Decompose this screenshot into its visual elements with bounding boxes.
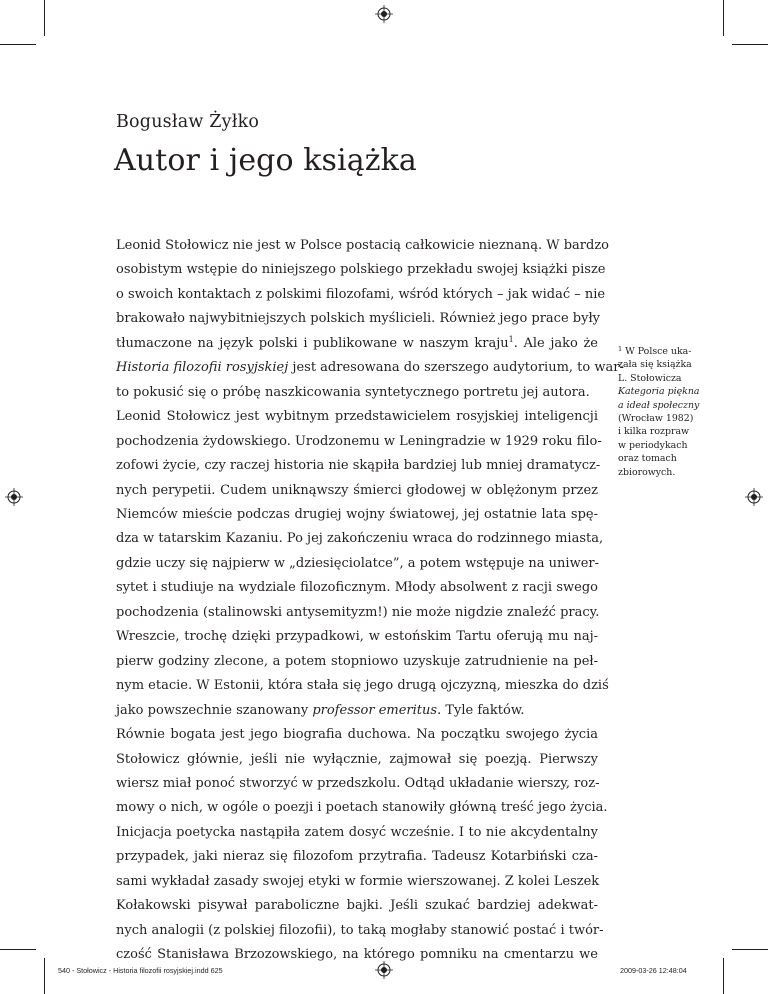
crop-mark: [732, 44, 768, 45]
text-line: Równie bogata jest jego biografia duchowa. Na początku swojego życia: [116, 727, 598, 743]
latin-term: professor emeritus: [312, 702, 438, 718]
crop-mark: [723, 0, 724, 36]
print-slug-filename: 540 - Stołowicz - Historia filozofii rosyjskiej.indd 625: [58, 966, 223, 975]
text-line: pochodzenia żydowskiego. Urodzonemu w Leningradzie w 1929 roku filo-: [116, 433, 602, 449]
footnote-line: i kilka rozpraw: [618, 426, 690, 438]
text-line: pochodzenia (stalinowski antysemityzm!) nie może nigdzie znaleźć pracy.: [116, 604, 600, 620]
footnote-line: oraz tomach: [618, 453, 677, 465]
crop-mark: [723, 958, 724, 994]
paragraph-intro: [116, 234, 624, 405]
text-run: . Ale jako że: [513, 335, 598, 351]
text-line: nych perypetii. Cudem uniknąwszy śmierci głodowej w oblężonym przez: [116, 482, 598, 498]
footnote-line: (Wrocław 1982): [618, 413, 694, 425]
registration-mark-icon: [375, 5, 393, 23]
footnote-reference: 1: [508, 334, 514, 344]
article-body: [116, 234, 624, 968]
text-run: jako powszechnie szanowany: [116, 702, 313, 718]
text-line: to pokusić się o próbę naszkicowania syntetycznego portretu jej autora.: [116, 384, 590, 400]
registration-mark-icon: [5, 488, 23, 506]
text-line: nych analogii (z polskiej filozofii), to taką mogłaby stanowić postać i twór-: [116, 922, 604, 938]
text-line: pierw godziny zlecone, a potem stopniowo uzyskuje zatrudnienie na peł-: [116, 653, 598, 669]
text-line: przypadek, jaki nieraz się filozofom przytrafia. Tadeusz Kotarbiński cza-: [116, 849, 598, 865]
footnote-line: [618, 399, 708, 412]
footnote-line: zała się książka: [618, 359, 692, 371]
text-line: Inicjacja poetycka nastąpiła zatem dosyć wcześnie. I to nie akcydentalny: [116, 824, 598, 840]
footnote-line: L. Stołowicza: [618, 372, 682, 384]
text-line: osobistym wstępie do niniejszego polskiego przekładu swojej książki pisze: [116, 262, 606, 278]
text-line: [116, 699, 598, 723]
crop-mark: [0, 44, 36, 45]
text-line: [116, 356, 624, 380]
text-line: sami wykładał zasady swojej etyki w formie wierszowanej. Z kolei Leszek: [116, 873, 600, 889]
crop-mark: [44, 958, 45, 994]
book-title: Kategoria piękna: [618, 386, 700, 398]
print-slug-timestamp: 2009-03-26 12:48:04: [620, 966, 687, 975]
footnote-number: 1: [618, 345, 623, 353]
text-line: o swoich kontaktach z polskimi filozofami, wśród których – jak widać – nie: [116, 286, 606, 302]
paragraph-biography: [116, 405, 609, 723]
text-line: Leonid Stołowicz jest wybitnym przedstawicielem rosyjskiej inteligencji: [116, 409, 598, 425]
text-line: [116, 332, 598, 356]
text-line: Stołowicz głównie, jeśli nie wyłącznie, zajmował się poezją. Pierwszy: [116, 751, 598, 767]
text-line: czość Stanisława Brzozowskiego, na którego pomniku na cmentarzu we: [116, 947, 598, 963]
footnote-line: [618, 385, 708, 398]
footnote-line: [618, 345, 708, 358]
margin-footnote: [618, 345, 708, 479]
footnote-line: zbiorowych.: [618, 466, 676, 478]
footnote-line: w periodykach: [618, 439, 688, 451]
text-line: gdzie uczy się najpierw w „dziesięciolatce”, a potem wstępuje na uniwer-: [116, 555, 599, 571]
article-author: Bogusław Żyłko: [116, 112, 260, 132]
text-run: jest adresowana do szerszego audytorium, to war-: [288, 360, 624, 376]
book-title: a ideał społeczny: [618, 399, 700, 411]
text-line: Leonid Stołowicz nie jest w Polsce postacią całkowicie nieznaną. W bardzo: [116, 238, 610, 253]
text-run: . Tyle faktów.: [437, 702, 525, 718]
crop-mark: [732, 949, 768, 950]
text-line: Wreszcie, trochę dzięki przypadkowi, w estońskim Tartu oferują mu naj-: [116, 629, 598, 645]
registration-mark-icon: [745, 488, 763, 506]
text-line: sytet i studiuje na wydziale filozoficznym. Młody absolwent z racji swego: [116, 580, 598, 596]
text-line: dza w tatarskim Kazaniu. Po jej zakończeniu wraca do rodzinnego miasta,: [116, 531, 604, 547]
text-line: Niemców mieście podczas drugiej wojny światowej, jej ostatnie lata spę-: [116, 506, 598, 522]
text-line: brakowało najwybitniejszych polskich myślicieli. Również jego prace były: [116, 311, 601, 327]
text-line: wiersz miał ponoć stworzyć w przedszkolu. Odtąd układanie wierszy, roz-: [116, 775, 600, 791]
text-line: mowy o nich, w ogóle o poezji i poetach stanowiły główną treść jego życia.: [116, 800, 608, 816]
text-line: Kołakowski pisywał paraboliczne bajki. Jeśli szukać bardziej adekwat-: [116, 898, 598, 914]
crop-mark: [44, 0, 45, 36]
text-line: zofowi życie, czy raczej historia nie skąpiła bardziej lub mniej dramatycz-: [116, 458, 601, 474]
crop-mark: [0, 949, 36, 950]
article-title: Autor i jego książka: [114, 143, 417, 178]
paragraph-spiritual-biography: [116, 723, 608, 968]
book-title: Historia filozofii rosyjskiej: [116, 360, 289, 376]
text-line: nym etacie. W Estonii, która stała się jego drugą ojczyzną, mieszka do dziś: [116, 678, 609, 694]
text-run: W Polsce uka-: [625, 346, 692, 357]
text-run: tłumaczone na język polski i publikowane w naszym kraju: [116, 335, 509, 351]
